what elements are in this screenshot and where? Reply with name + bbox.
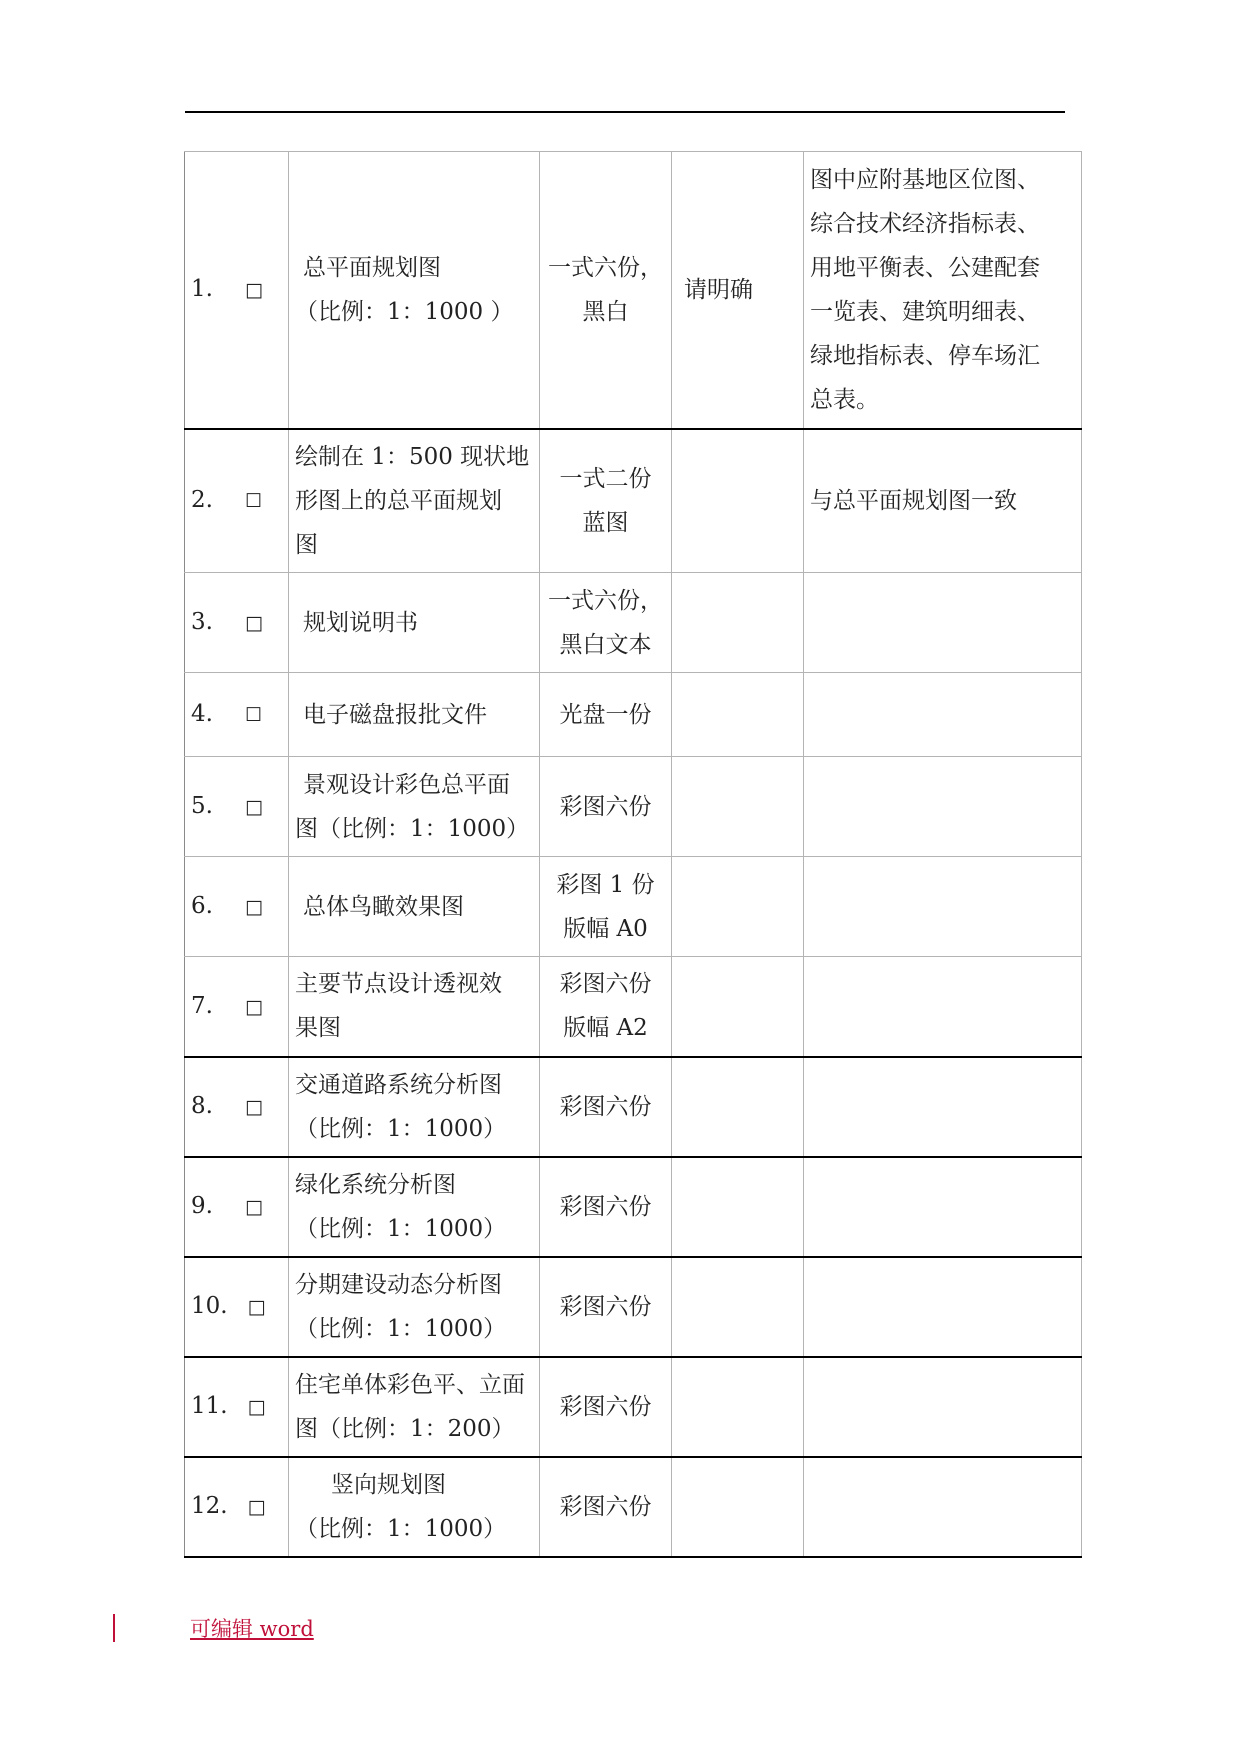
item-number-cell [185,1457,289,1557]
copies-cell [540,1057,672,1157]
requirement-cell [672,1457,804,1557]
checkbox-icon[interactable]: ☐ [244,490,262,513]
requirement-cell [672,1057,804,1157]
checkbox-icon[interactable]: □ [247,1496,266,1518]
note-line: 总表。 [810,386,879,413]
copies-cell [540,857,672,957]
table-row [185,1457,1082,1557]
copies-line: 彩图六份 [559,1393,652,1420]
copies-line: 一式六份， [548,254,663,281]
document-name-cell [289,1457,540,1557]
document-name-line: 图（比例：1：1000） [295,815,530,842]
table-row [185,957,1082,1057]
document-name-line: （比例：1：1000） [295,1315,507,1342]
copies-cell [540,673,672,757]
checkbox-icon[interactable]: □ [244,995,263,1018]
item-number-cell [185,957,289,1057]
copies-line: 彩图六份 [559,1093,652,1120]
requirement-cell [672,1157,804,1257]
document-name-cell [289,1357,540,1457]
copies-line: 彩图六份 [559,971,652,998]
copies-line: 版幅 A2 [563,1015,648,1042]
footer-marker [113,1614,115,1642]
item-number-cell [185,1157,289,1257]
document-name-line: 总平面规划图 [303,254,441,281]
table-row [185,757,1082,857]
copies-line: 彩图六份 [559,1493,652,1520]
copies-cell [540,1357,672,1457]
item-number: 7. [191,992,213,1019]
copies-line: 彩图六份 [559,1193,652,1220]
note-cell [804,429,1082,573]
document-name-line: 主要节点设计透视效 [295,971,502,998]
requirement-cell [672,857,804,957]
document-name-cell [289,429,540,573]
document-name-cell [289,957,540,1057]
item-number: 4. [191,701,213,727]
copies-line: 黑白 [582,298,629,325]
requirement-cell [672,152,804,429]
requirement-cell [672,1357,804,1457]
table-row [185,573,1082,673]
document-name-line: 形图上的总平面规划 [295,487,502,514]
copies-cell [540,757,672,857]
table-row [185,1057,1082,1157]
note-cell [804,857,1082,957]
item-number: 6. [191,893,213,919]
item-number-cell [185,757,289,857]
document-name-cell [289,757,540,857]
document-name-line: 景观设计彩色总平面 [303,771,510,798]
footer-word-link[interactable]: 可编辑 word [190,1617,314,1641]
copies-line: 彩图六份 [559,793,652,820]
note-cell [804,1357,1082,1457]
document-name-cell [289,152,540,429]
document-name-line: （比例：1：1000） [295,1115,507,1142]
note-cell [804,1457,1082,1557]
document-name-line: 绿化系统分析图 [295,1171,456,1198]
requirement-cell [672,429,804,573]
document-name-line: （比例：1：1000） [295,1215,507,1242]
header-rule [185,111,1065,113]
requirement-cell [672,757,804,857]
checkbox-icon[interactable]: □ [244,1196,263,1218]
note-line: 用地平衡表、公建配套 [810,254,1040,281]
checkbox-icon[interactable]: ☐ [244,704,262,726]
document-name-cell [289,857,540,957]
document-name-line: 图（比例：1：200） [295,1415,515,1442]
document-name-line: 图 [295,531,318,558]
table-row [185,1157,1082,1257]
copies-cell [540,1457,672,1557]
item-number: 12. [191,1493,228,1519]
checkbox-icon[interactable]: □ [244,896,263,918]
item-number: 9. [191,1193,213,1219]
note-line: 与总平面规划图一致 [810,487,1017,514]
document-name-line: 交通道路系统分析图 [295,1071,502,1098]
document-name-cell [289,1257,540,1357]
item-number-cell [185,1257,289,1357]
checkbox-icon[interactable]: □ [244,612,263,634]
item-number: 5. [191,793,213,819]
item-number-cell [185,152,289,429]
copies-cell [540,152,672,429]
note-line: 绿地指标表、停车场汇 [810,342,1040,369]
item-number-cell [185,857,289,957]
table-row [185,1257,1082,1357]
note-cell [804,573,1082,673]
copies-line: 黑白文本 [559,631,652,658]
item-number: 3. [191,609,213,635]
copies-line: 蓝图 [582,509,629,536]
note-cell [804,957,1082,1057]
requirement-cell [672,673,804,757]
copies-cell [540,957,672,1057]
item-number-cell [185,429,289,573]
note-line: 图中应附基地区位图、 [810,166,1040,193]
requirement-cell [672,1257,804,1357]
note-cell [804,673,1082,757]
submission-checklist-table [184,151,1082,1558]
item-number: 11. [191,1393,228,1419]
item-number-cell [185,573,289,673]
checkbox-icon[interactable]: □ [244,279,263,302]
item-number: 8. [191,1093,213,1119]
document-name-line: 绘制在 1：500 现状地 [295,443,530,470]
item-number-cell [185,1057,289,1157]
checkbox-icon[interactable]: □ [247,1296,266,1318]
note-cell [804,152,1082,429]
requirement-text: 请明确 [684,276,753,303]
document-name-line: 竖向规划图 [331,1471,446,1498]
copies-cell [540,1157,672,1257]
document-name-line: （比例：1：1000 ） [295,298,514,325]
item-number-cell [185,673,289,757]
document-name-line: （比例：1：1000） [295,1515,507,1542]
document-name-line: 果图 [295,1015,341,1042]
copies-line: 彩图六份 [559,1293,652,1320]
note-cell [804,1057,1082,1157]
table-row [185,673,1082,757]
copies-cell [540,429,672,573]
requirement-cell [672,957,804,1057]
checkbox-icon[interactable]: □ [244,1096,263,1118]
note-cell [804,1257,1082,1357]
copies-line: 彩图 1 份 [556,871,655,898]
document-name-line: 总体鸟瞰效果图 [303,893,464,920]
checkbox-icon[interactable]: □ [244,796,263,818]
document-name-cell [289,1157,540,1257]
item-number: 2. [191,487,213,514]
requirement-cell [672,573,804,673]
copies-cell [540,573,672,673]
table-row [185,152,1082,429]
document-name-line: 住宅单体彩色平、立面 [295,1371,525,1398]
table-row [185,429,1082,573]
copies-line: 一式六份， [548,587,663,614]
item-number: 1. [191,276,213,303]
document-name-line: 规划说明书 [303,609,418,636]
table-row [185,1357,1082,1457]
note-line: 综合技术经济指标表、 [810,210,1040,237]
note-cell [804,757,1082,857]
document-name-line: 电子磁盘报批文件 [303,701,487,728]
item-number-cell [185,1357,289,1457]
document-name-line: 分期建设动态分析图 [295,1271,502,1298]
document-name-cell [289,1057,540,1157]
table-row [185,857,1082,957]
note-cell [804,1157,1082,1257]
document-name-cell [289,673,540,757]
note-line: 一览表、建筑明细表、 [810,298,1040,325]
document-name-cell [289,573,540,673]
copies-cell [540,1257,672,1357]
copies-line: 版幅 A0 [563,915,648,942]
item-number: 10. [191,1293,228,1319]
copies-line: 光盘一份 [559,701,652,728]
checkbox-icon[interactable]: □ [247,1396,266,1418]
copies-line: 一式二份 [559,465,652,492]
